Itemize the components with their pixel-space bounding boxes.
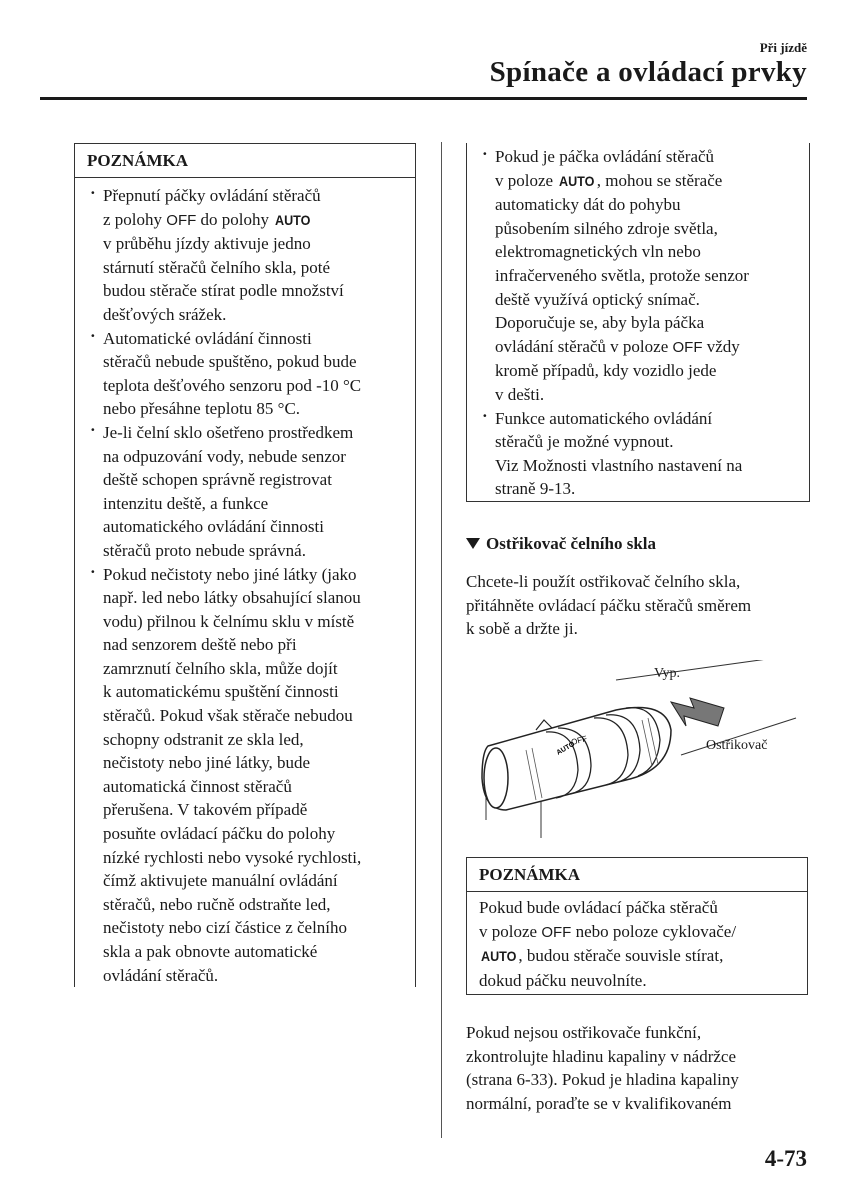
stalk-off-text: OFF [570, 734, 588, 747]
text-line: nízké rychlosti nebo vysoké rychlosti, [103, 847, 362, 867]
text-line: · Funkce automatického ovládání [495, 408, 713, 428]
section-heading [466, 534, 656, 554]
auto-label: AUTO [275, 211, 311, 228]
text-line: elektromagnetických vln nebo [495, 242, 701, 262]
text-line [495, 169, 799, 194]
text-line: straně 9-13. [495, 479, 576, 499]
text-line: infračerveného světla, protože senzor [495, 265, 749, 285]
text-line: normální, poraďte se v kvalifikovaném [466, 1093, 732, 1113]
note-bullet-3 [87, 421, 405, 563]
text-line: stěračů proto nebude správná. [103, 540, 306, 560]
text-line: zkontrolujte hladinu kapaliny v nádržce [466, 1046, 737, 1066]
note-bullet-6 [479, 407, 799, 501]
figure-label-off: Vyp. [654, 666, 681, 681]
section-heading-text: Ostřikovač čelního skla [486, 534, 657, 553]
text-line [103, 208, 405, 233]
text-line: k automatickému spuštění činnosti [103, 682, 339, 702]
intro-paragraph [466, 570, 811, 641]
stalk-auto-text: AUTO [555, 740, 577, 757]
text-line: na odpuzování vody, nebude senzor [103, 446, 346, 466]
text-line: čímž aktivujete manuální ovládání [103, 871, 338, 891]
note-body [467, 143, 809, 501]
auto-label: AUTO [480, 948, 517, 965]
text-line: dokud páčku neuvolníte. [479, 970, 647, 990]
bottom-note-box [466, 857, 808, 995]
text-line: v dešti. [495, 384, 545, 404]
note-heading: POZNÁMKA [467, 858, 807, 892]
text-line: kromě případů, kdy vozidlo jede [495, 361, 717, 381]
text-line: přitáhněte ovládací páčku stěračů směrem [466, 595, 752, 615]
text-span: z polohy [103, 209, 167, 229]
text-span: , mohou se stěrače [596, 170, 723, 190]
text-line: automatická činnost stěračů [103, 776, 292, 796]
text-line: Pokud nejsou ostřikovače funkční, [466, 1023, 702, 1042]
text-line: automatického ovládání činnosti [103, 517, 324, 537]
off-label: OFF [672, 338, 703, 356]
note-body [75, 178, 415, 987]
text-line: nad senzorem deště nebo při [103, 635, 297, 655]
text-line: · Automatické ovládání činnosti [103, 328, 312, 348]
text-line: dešťových srážek. [103, 304, 227, 324]
text-line: · Je-li čelní sklo ošetřeno prostředkem [103, 422, 354, 442]
text-line: Pokud bude ovládací páčka stěračů [479, 898, 718, 917]
text-line: např. led nebo látky obsahující slanou [103, 588, 361, 608]
text-line: budou stěrače stírat podle množství [103, 281, 344, 301]
page-title: Spínače a ovládací prvky [489, 56, 807, 88]
text-line: nečistoty nebo jiné látky, bude [103, 753, 311, 773]
off-label: OFF [166, 211, 197, 229]
wiper-stalk-figure [466, 660, 806, 845]
figure-label-washer: Ostřikovač [706, 738, 768, 753]
text-span: do polohy [196, 209, 274, 229]
right-note-box [466, 143, 810, 502]
text-line: deště schopen správně registrovat [103, 470, 332, 490]
text-line: skla a pak obnovte automatické [103, 942, 318, 961]
text-line: Chcete-li použít ostřikovač čelního skla, [466, 572, 741, 591]
text-line: · Pokud nečistoty nebo jiné látky (jako [103, 564, 357, 584]
header-rule [40, 97, 807, 100]
page-number: 4-73 [764, 1146, 807, 1171]
text-line: (strana 6-33). Pokud je hladina kapaliny [466, 1070, 739, 1090]
text-line: nečistoty nebo cizí částice z čelního [103, 918, 348, 938]
text-span: v poloze [495, 170, 558, 190]
column-divider [441, 142, 442, 1138]
text-line: intenzitu deště, a funkce [103, 493, 269, 513]
text-span: v poloze [479, 921, 542, 941]
text-line: nebo přesáhne teplotu 85 °C. [103, 399, 301, 419]
text-line: stěračů je možné vypnout. [495, 432, 674, 452]
text-line [479, 944, 797, 969]
note-bullet-5 [479, 145, 799, 407]
text-line: automaticky dát do pohybu [495, 195, 681, 215]
text-line: působením silného zdroje světla, [495, 218, 718, 238]
text-span: vždy [702, 336, 740, 356]
text-line: Viz Možnosti vlastního nastavení na [495, 455, 743, 475]
text-line: stěračů. Pokud však stěrače nebudou [103, 706, 353, 726]
text-line: zamrznutí čelního skla, může dojít [103, 658, 338, 678]
text-line: vodu) přilnou k čelnímu sklu v místě [103, 611, 355, 631]
note-heading: POZNÁMKA [75, 144, 415, 178]
text-line: · Přepnutí páčky ovládání stěračů [103, 186, 321, 205]
text-line: posuňte ovládací páčku do polohy [103, 824, 336, 844]
text-line: stěračů nebude spuštěno, pokud bude [103, 352, 357, 372]
text-line: schopny odstranit ze skla led, [103, 729, 304, 749]
text-line: ovládání stěračů. [103, 965, 219, 985]
text-line: stárnutí stěračů čelního skla, poté [103, 257, 331, 277]
note-bullet-4 [87, 563, 405, 988]
text-line: · Pokud je páčka ovládání stěračů [495, 147, 715, 166]
text-span: , budou stěrače souvisle stírat, [518, 946, 724, 966]
text-line: teplota dešťového senzoru pod -10 °C [103, 375, 362, 395]
note-body [467, 892, 807, 992]
note-bullet-1 [87, 184, 405, 327]
off-label: OFF [541, 923, 572, 941]
text-span: nebo poloze cyklovače/ [571, 921, 737, 941]
left-note-box [74, 143, 416, 987]
text-line: deště využívá optický snímač. [495, 289, 700, 309]
auto-label: AUTO [559, 172, 595, 189]
text-line: k sobě a držte ji. [466, 619, 578, 639]
text-line: Doporučuje se, aby byla páčka [495, 313, 705, 333]
text-line: v průběhu jízdy aktivuje jedno [103, 234, 311, 254]
text-line: stěračů, nebo ručně odstraňte led, [103, 894, 331, 914]
note-bullet-2 [87, 327, 405, 421]
triangle-down-icon [466, 538, 480, 549]
section-label: Při jízdě [759, 40, 807, 55]
text-line: přerušena. V takovém případě [103, 800, 308, 820]
text-line [479, 920, 797, 945]
text-line [495, 335, 799, 360]
closing-paragraph [466, 1021, 811, 1115]
text-span: ovládání stěračů v poloze [495, 336, 673, 356]
